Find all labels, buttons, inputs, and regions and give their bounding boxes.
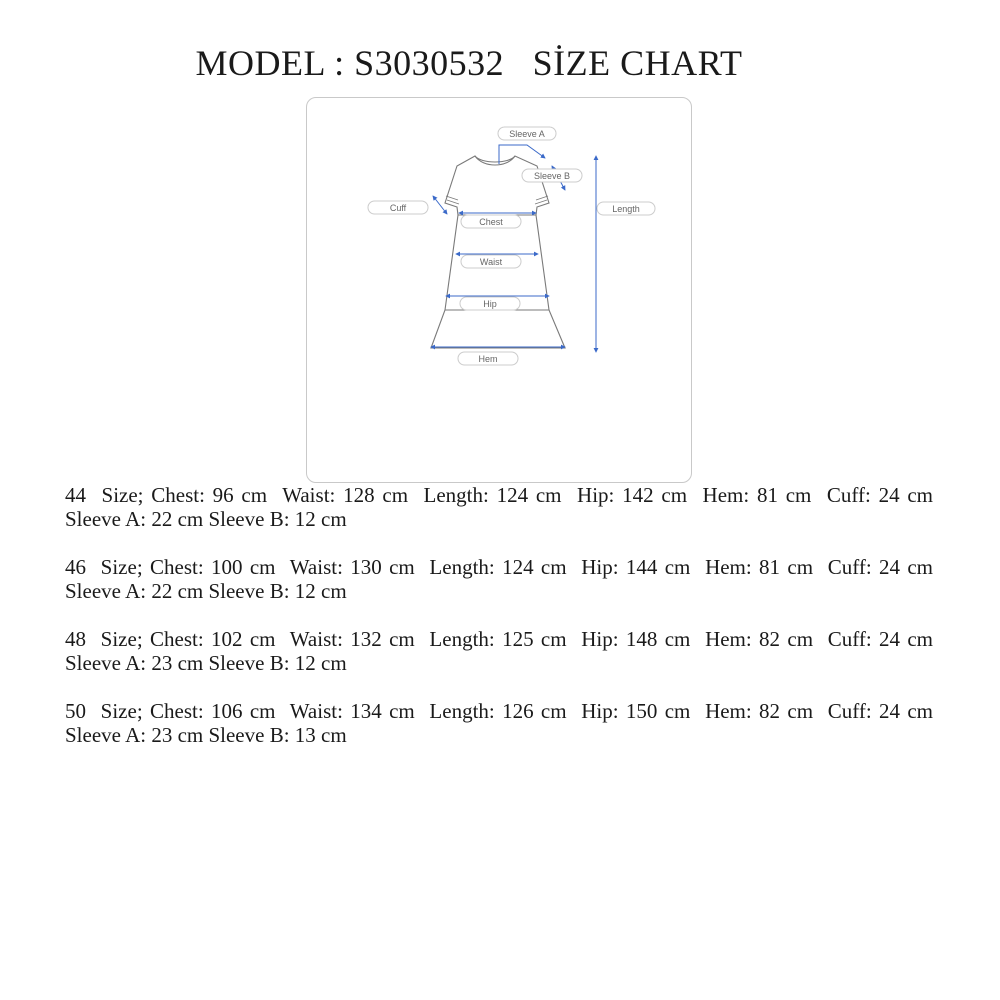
size-entry-text: 48 Size; Chest: 102 cm Waist: 132 cm Length: 125 cm Hip: 148 cm Hem: 82 cm Cuff: 24 cm Sleeve A: 23 cm Sleeve B: 12 cm — [65, 627, 944, 675]
svg-text:Waist: Waist — [479, 257, 503, 267]
size-entry-44 — [65, 483, 944, 531]
size-entry-text: 44 Size; Chest: 96 cm Waist: 128 cm Length: 124 cm Hip: 142 cm Hem: 81 cm Cuff: 24 cm Sleeve A: 22 cm Sleeve B: 12 cm — [65, 483, 944, 531]
size-entry-50 — [65, 699, 944, 747]
size-entry-48 — [65, 627, 944, 675]
label-sleeve-b — [522, 169, 582, 182]
svg-text:Length: Length — [612, 204, 640, 214]
size-entry-text: 46 Size; Chest: 100 cm Waist: 130 cm Length: 124 cm Hip: 144 cm Hem: 81 cm Cuff: 24 cm Sleeve A: 22 cm Sleeve B: 12 cm — [65, 555, 944, 603]
size-list — [65, 483, 944, 771]
label-sleeve-a — [498, 127, 556, 140]
label-cuff — [368, 201, 428, 214]
size-entry-text: 50 Size; Chest: 106 cm Waist: 134 cm Length: 126 cm Hip: 150 cm Hem: 82 cm Cuff: 24 cm Sleeve A: 23 cm Sleeve B: 13 cm — [65, 699, 944, 747]
size-entry-46 — [65, 555, 944, 603]
label-hem — [458, 352, 518, 365]
svg-text:Sleeve B: Sleeve B — [533, 171, 571, 181]
svg-text:Hip: Hip — [483, 299, 497, 309]
svg-text:Hem: Hem — [478, 354, 498, 364]
svg-text:Cuff: Cuff — [389, 203, 407, 213]
size-diagram — [306, 97, 692, 483]
label-chest — [461, 215, 521, 228]
page-title: MODEL : S3030532 SİZE CHART — [195, 43, 743, 83]
svg-text:Chest: Chest — [479, 217, 503, 227]
label-hip — [460, 297, 520, 310]
label-length — [597, 202, 655, 215]
dress-diagram-svg — [307, 98, 693, 484]
dress-outline — [431, 156, 565, 348]
label-waist — [461, 255, 521, 268]
svg-text:Sleeve A: Sleeve A — [509, 129, 545, 139]
